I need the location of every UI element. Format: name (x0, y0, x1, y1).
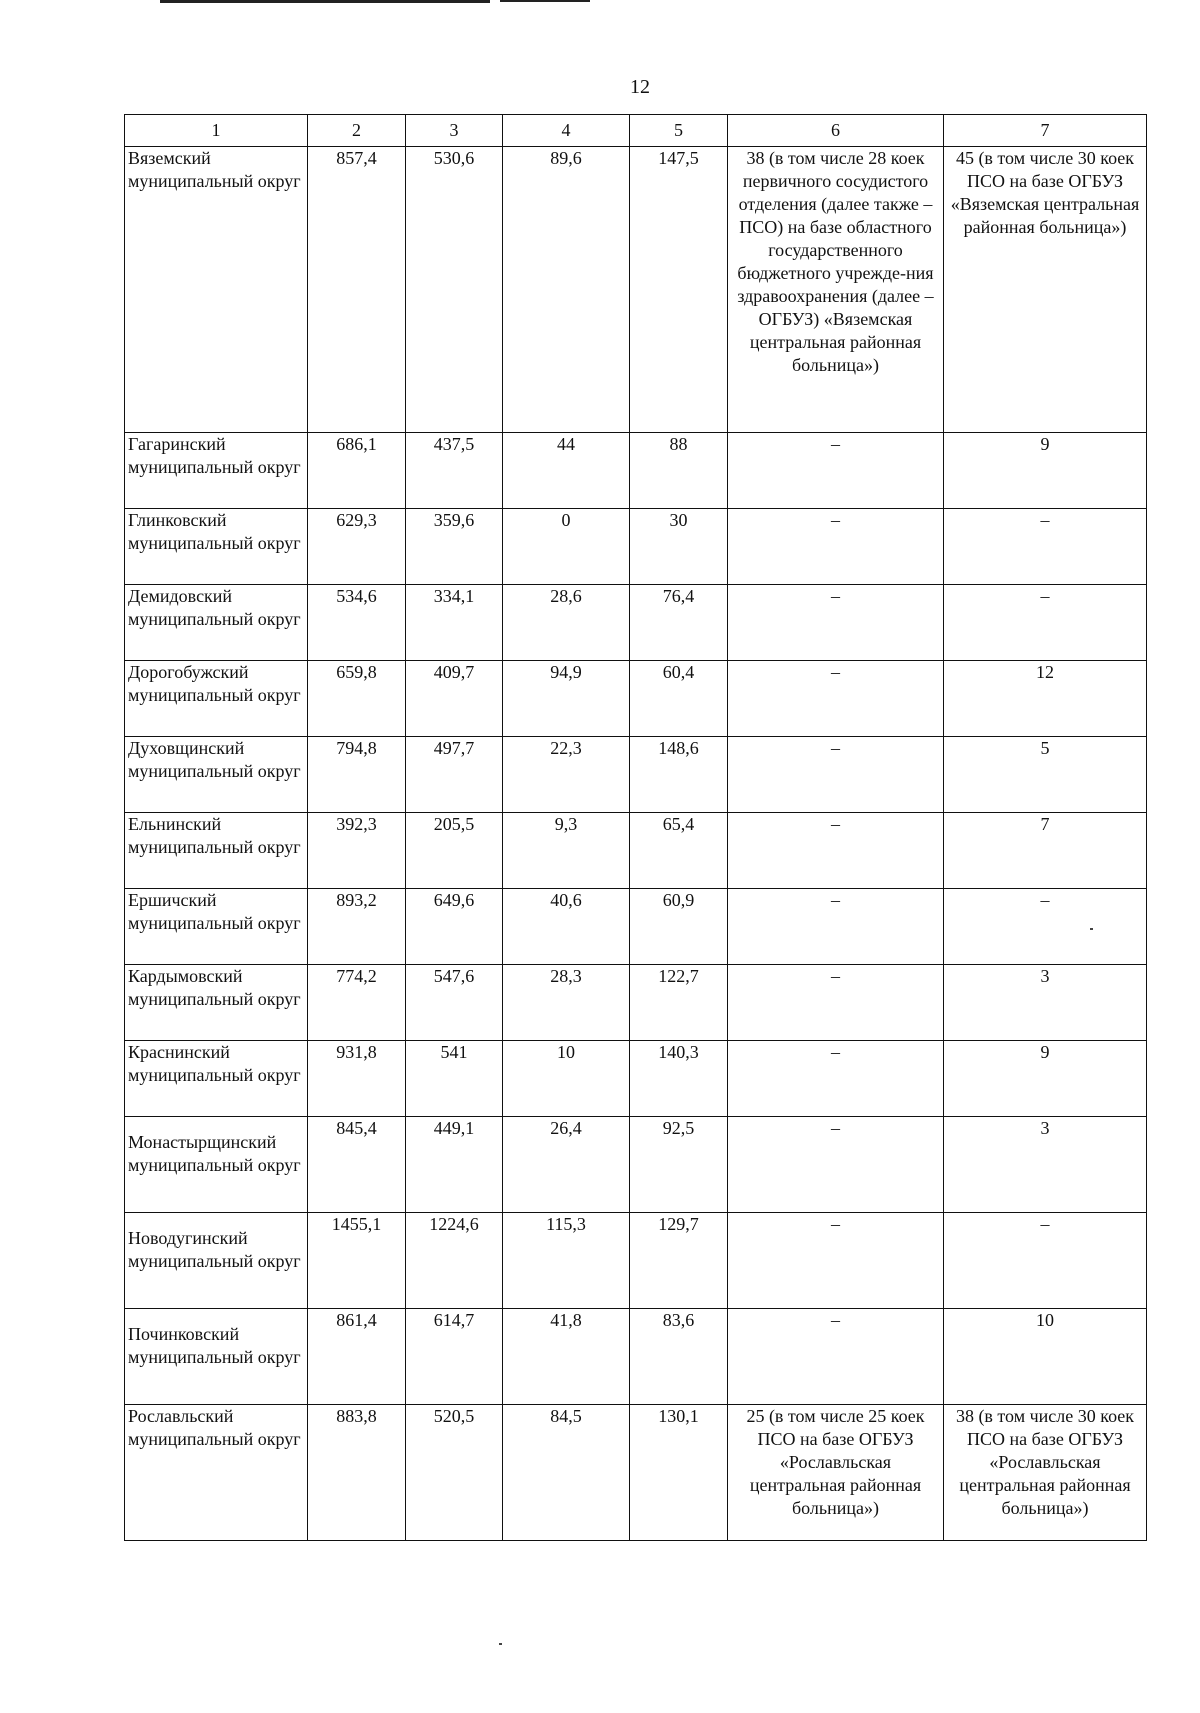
table-row (125, 889, 1147, 965)
value-col4: 22,3 (503, 737, 630, 813)
value-col6: – (728, 1309, 944, 1405)
district-name: Кардымовский муниципальный округ (125, 965, 308, 1041)
value-col5: 140,3 (630, 1041, 728, 1117)
value-col6: – (728, 889, 944, 965)
value-col5: 88 (630, 433, 728, 509)
district-name: Краснинский муниципальный округ (125, 1041, 308, 1117)
value-col2: 931,8 (308, 1041, 406, 1117)
scan-speck (499, 1643, 502, 1645)
header-cell-3: 3 (406, 115, 503, 147)
value-col2: 883,8 (308, 1405, 406, 1541)
value-col7: 12 (944, 661, 1147, 737)
value-col5: 76,4 (630, 585, 728, 661)
value-col7: – (944, 509, 1147, 585)
value-col3: 334,1 (406, 585, 503, 661)
value-col5: 83,6 (630, 1309, 728, 1405)
value-col4: 0 (503, 509, 630, 585)
value-col4: 41,8 (503, 1309, 630, 1405)
value-col7: 5 (944, 737, 1147, 813)
value-col4: 44 (503, 433, 630, 509)
district-name: Гагаринский муниципальный округ (125, 433, 308, 509)
value-col4: 9,3 (503, 813, 630, 889)
header-row (125, 115, 1147, 147)
value-col2: 857,4 (308, 147, 406, 433)
value-col3: 541 (406, 1041, 503, 1117)
value-col2: 1455,1 (308, 1213, 406, 1309)
value-col5: 148,6 (630, 737, 728, 813)
header-cell-7: 7 (944, 115, 1147, 147)
value-col7: 9 (944, 1041, 1147, 1117)
data-table (124, 114, 1147, 1541)
value-col5: 130,1 (630, 1405, 728, 1541)
value-col4: 28,3 (503, 965, 630, 1041)
table-row (125, 661, 1147, 737)
value-col3: 497,7 (406, 737, 503, 813)
value-col6: – (728, 433, 944, 509)
value-col2: 392,3 (308, 813, 406, 889)
value-col5: 65,4 (630, 813, 728, 889)
district-name: Починковский муниципальный округ (125, 1309, 308, 1405)
value-col6: – (728, 737, 944, 813)
value-col5: 30 (630, 509, 728, 585)
header-cell-1: 1 (125, 115, 308, 147)
scan-edge-line (160, 0, 490, 3)
header-cell-5: 5 (630, 115, 728, 147)
value-col2: 534,6 (308, 585, 406, 661)
table-row (125, 1309, 1147, 1405)
value-col7: 45 (в том числе 30 коек ПСО на базе ОГБУЗ «Вяземская центральная районная больница») (944, 147, 1147, 433)
district-name: Дорогобужский муниципальный округ (125, 661, 308, 737)
value-col4: 115,3 (503, 1213, 630, 1309)
district-name: Демидовский муниципальный округ (125, 585, 308, 661)
value-col5: 60,9 (630, 889, 728, 965)
value-col7: 9 (944, 433, 1147, 509)
value-col4: 10 (503, 1041, 630, 1117)
value-col2: 686,1 (308, 433, 406, 509)
value-col3: 530,6 (406, 147, 503, 433)
value-col6: – (728, 585, 944, 661)
value-col2: 845,4 (308, 1117, 406, 1213)
value-col4: 94,9 (503, 661, 630, 737)
value-col6: 38 (в том числе 28 коек первичного сосудистого отделения (далее также – ПСО) на базе областного государственного бюджетного учрежде-ния здравоохранения (далее – ОГБУЗ) «Вяземская центральная районная больница») (728, 147, 944, 433)
value-col3: 614,7 (406, 1309, 503, 1405)
value-col2: 659,8 (308, 661, 406, 737)
value-col7: – (944, 585, 1147, 661)
page-number: 12 (630, 76, 650, 98)
value-col4: 26,4 (503, 1117, 630, 1213)
district-name: Ершичский муниципальный округ (125, 889, 308, 965)
value-col3: 205,5 (406, 813, 503, 889)
table-row (125, 965, 1147, 1041)
value-col7: 3 (944, 1117, 1147, 1213)
district-name: Ельнинский муниципальный округ (125, 813, 308, 889)
value-col6: 25 (в том числе 25 коек ПСО на базе ОГБУЗ «Рославльская центральная районная больница») (728, 1405, 944, 1541)
value-col2: 774,2 (308, 965, 406, 1041)
value-col6: – (728, 813, 944, 889)
value-col7: 38 (в том числе 30 коек ПСО на базе ОГБУЗ «Рославльская центральная районная больница») (944, 1405, 1147, 1541)
value-col3: 1224,6 (406, 1213, 503, 1309)
scan-speck (1090, 928, 1093, 930)
value-col7: – (944, 1213, 1147, 1309)
value-col5: 60,4 (630, 661, 728, 737)
table-row (125, 1117, 1147, 1213)
value-col7: 10 (944, 1309, 1147, 1405)
value-col7: 7 (944, 813, 1147, 889)
value-col5: 147,5 (630, 147, 728, 433)
district-name: Монастырщинский муниципальный округ (125, 1117, 308, 1213)
value-col3: 359,6 (406, 509, 503, 585)
value-col4: 28,6 (503, 585, 630, 661)
table-row (125, 147, 1147, 433)
district-name: Новодугинский муниципальный округ (125, 1213, 308, 1309)
table-row (125, 1213, 1147, 1309)
value-col7: – (944, 889, 1147, 965)
district-name: Рославльский муниципальный округ (125, 1405, 308, 1541)
table-row (125, 585, 1147, 661)
value-col3: 437,5 (406, 433, 503, 509)
value-col5: 122,7 (630, 965, 728, 1041)
district-name: Глинковский муниципальный округ (125, 509, 308, 585)
header-cell-4: 4 (503, 115, 630, 147)
district-name: Вяземский муниципальный округ (125, 147, 308, 433)
header-cell-6: 6 (728, 115, 944, 147)
table-row (125, 737, 1147, 813)
value-col2: 629,3 (308, 509, 406, 585)
value-col6: – (728, 661, 944, 737)
value-col6: – (728, 1041, 944, 1117)
value-col5: 92,5 (630, 1117, 728, 1213)
value-col4: 40,6 (503, 889, 630, 965)
table-row (125, 813, 1147, 889)
scan-edge-line (500, 0, 590, 2)
value-col7: 3 (944, 965, 1147, 1041)
value-col3: 449,1 (406, 1117, 503, 1213)
header-cell-2: 2 (308, 115, 406, 147)
value-col4: 89,6 (503, 147, 630, 433)
table-row (125, 433, 1147, 509)
value-col6: – (728, 1213, 944, 1309)
value-col2: 861,4 (308, 1309, 406, 1405)
value-col3: 649,6 (406, 889, 503, 965)
value-col3: 520,5 (406, 1405, 503, 1541)
value-col3: 547,6 (406, 965, 503, 1041)
value-col4: 84,5 (503, 1405, 630, 1541)
district-name: Духовщинский муниципальный округ (125, 737, 308, 813)
table-row (125, 1405, 1147, 1541)
value-col5: 129,7 (630, 1213, 728, 1309)
value-col2: 893,2 (308, 889, 406, 965)
value-col6: – (728, 965, 944, 1041)
value-col3: 409,7 (406, 661, 503, 737)
table-row (125, 509, 1147, 585)
value-col2: 794,8 (308, 737, 406, 813)
table-row (125, 1041, 1147, 1117)
value-col6: – (728, 509, 944, 585)
value-col6: – (728, 1117, 944, 1213)
